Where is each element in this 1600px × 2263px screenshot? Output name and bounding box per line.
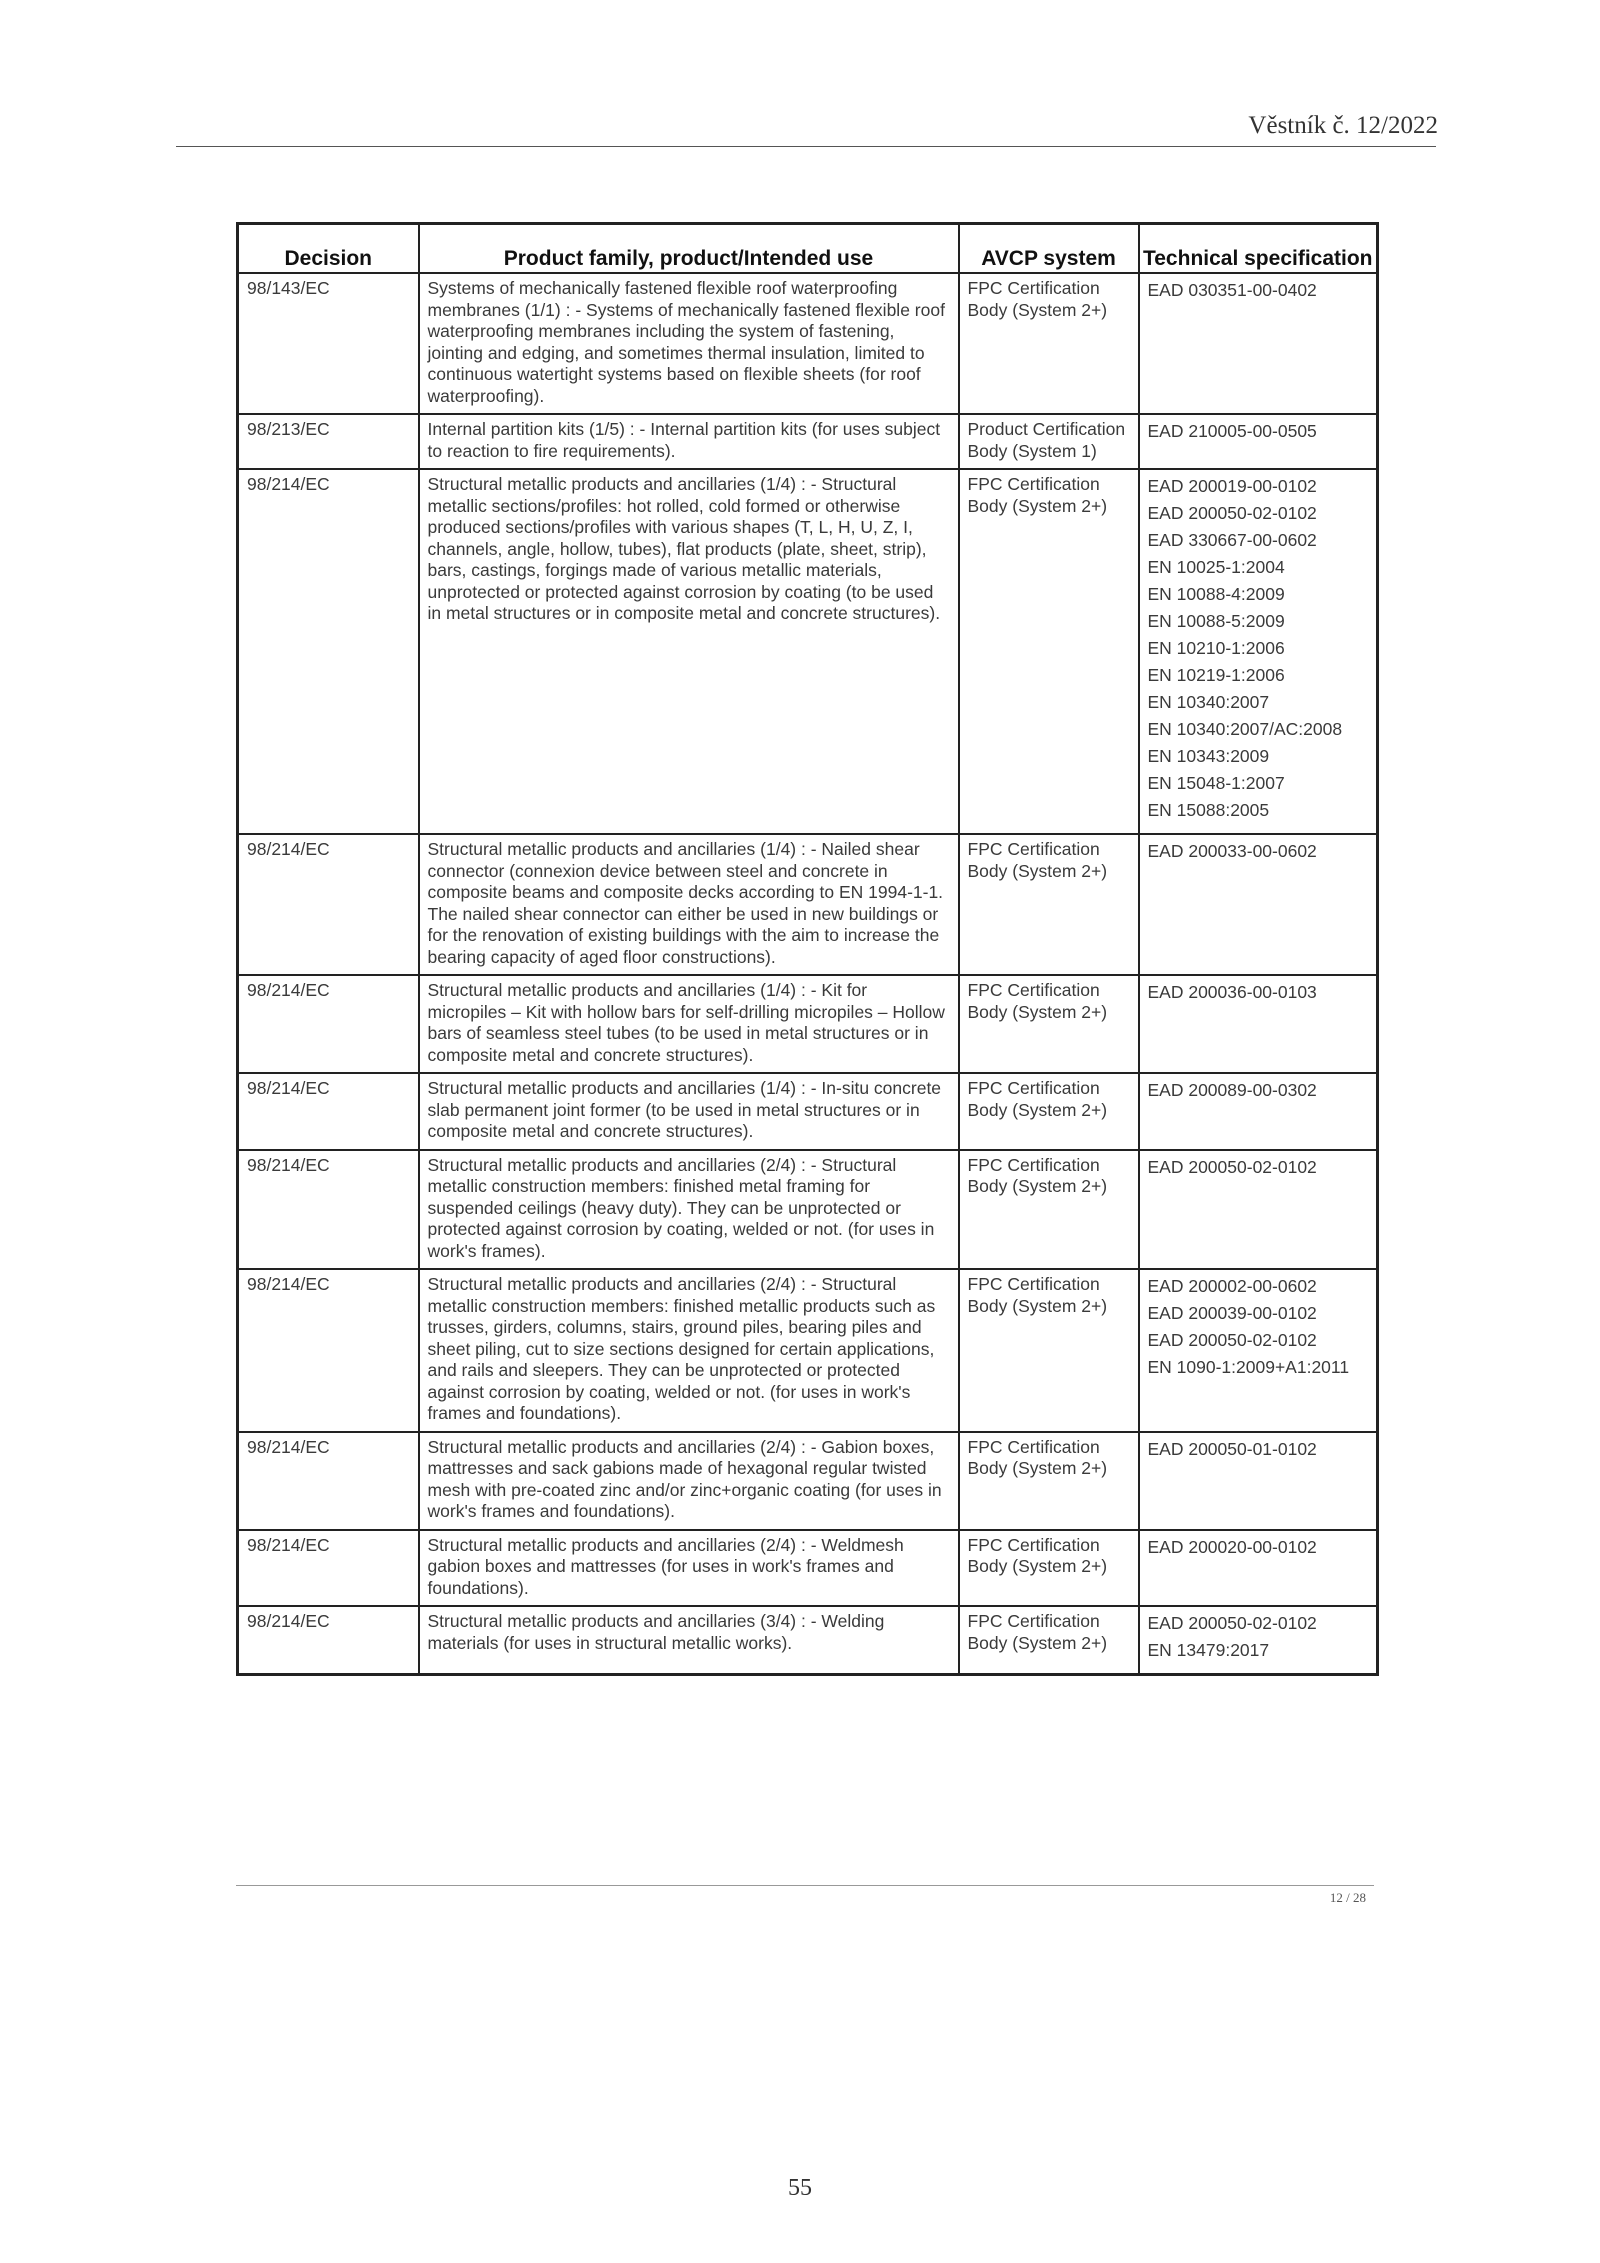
specification-item: EAD 200050-02-0102 — [1147, 1613, 1317, 1634]
page-fraction: 12 / 28 — [1329, 1890, 1366, 1905]
technical-specification-cell — [1139, 1530, 1378, 1607]
avcp-cell: FPC Certification Body (System 2+) — [959, 1150, 1139, 1270]
specification-item: EN 13479:2017 — [1147, 1640, 1270, 1661]
page-number: 55 — [788, 2175, 812, 2201]
technical-specification-cell — [1139, 1269, 1378, 1432]
specification-item: EAD 200050-01-0102 — [1147, 1438, 1317, 1459]
column-header-decision: Decision — [238, 224, 419, 274]
decision-cell: 98/213/EC — [238, 414, 419, 469]
avcp-cell: FPC Certification Body (System 2+) — [959, 469, 1139, 834]
product-cell: Structural metallic products and ancillaries (3/4) : - Welding materials (for uses in structural metallic works). — [419, 1606, 959, 1675]
table-row — [238, 975, 1378, 1073]
specification-item: EAD 030351-00-0402 — [1147, 280, 1317, 301]
decision-cell: 98/214/EC — [238, 1073, 419, 1150]
column-header-avcp: AVCP system — [959, 224, 1139, 274]
specification-item: EAD 200050-02-0102 — [1147, 1156, 1317, 1177]
avcp-cell: FPC Certification Body (System 2+) — [959, 975, 1139, 1073]
technical-specification-cell — [1139, 1150, 1378, 1270]
table-row — [238, 273, 1378, 414]
product-cell: Structural metallic products and ancillaries (2/4) : - Gabion boxes, mattresses and sack gabions made of hexagonal regular twisted mesh with pre-coated zinc and/or zinc+organic coating (for uses in work's frames and foundations). — [419, 1432, 959, 1530]
table-row — [238, 469, 1378, 834]
specification-item: EAD 200033-00-0602 — [1147, 841, 1317, 862]
technical-specification-cell — [1139, 273, 1378, 414]
product-cell: Structural metallic products and ancillaries (1/4) : - In-situ concrete slab permanent joint former (to be used in metal structures or in composite metal and concrete structures). — [419, 1073, 959, 1150]
specification-item: EAD 200002-00-0602 — [1147, 1276, 1317, 1297]
table-row — [238, 1150, 1378, 1270]
specification-item: EN 10088-5:2009 — [1147, 611, 1285, 632]
specification-item: EAD 200039-00-0102 — [1147, 1303, 1317, 1324]
decision-cell: 98/214/EC — [238, 834, 419, 975]
column-header-technical-specification: Technical specification — [1139, 224, 1378, 274]
product-cell: Structural metallic products and ancillaries (2/4) : - Structural metallic construction members: finished metallic products such as trusses, girders, columns, stairs, ground piles, bearing piles and sheet piling, cut to size sections designed for certain applications, and rails and sleepers. They can be unprotected or protected against corrosion by coating, welded or not. (for uses in work's frames and foundations). — [419, 1269, 959, 1432]
product-cell: Structural metallic products and ancillaries (2/4) : - Structural metallic construction members: finished metal framing for suspended ceilings (heavy duty). They can be unprotected or protected against corrosion by coating, welded or not. (for uses in work's frames). — [419, 1150, 959, 1270]
specification-item: EAD 200089-00-0302 — [1147, 1080, 1317, 1101]
decision-cell: 98/214/EC — [238, 1606, 419, 1675]
specification-item: EAD 200050-02-0102 — [1147, 503, 1317, 524]
product-cell: Structural metallic products and ancillaries (1/4) : - Kit for micropiles – Kit with hollow bars for self-drilling micropiles – Hollow bars of seamless steel tubes (to be used in metal structures or in composite metal and concrete structures). — [419, 975, 959, 1073]
specification-item: EAD 200020-00-0102 — [1147, 1536, 1317, 1557]
table-row — [238, 834, 1378, 975]
avcp-cell: FPC Certification Body (System 2+) — [959, 1073, 1139, 1150]
table-body — [238, 273, 1378, 1675]
table-header-row — [238, 224, 1378, 274]
specification-item: EAD 210005-00-0505 — [1147, 421, 1317, 442]
specification-table-container — [236, 222, 1376, 1676]
specification-item: EN 10340:2007/AC:2008 — [1147, 719, 1343, 740]
specification-item: EN 15048-1:2007 — [1147, 773, 1285, 794]
product-cell: Structural metallic products and ancillaries (2/4) : - Weldmesh gabion boxes and mattresses (for uses in work's frames and foundations). — [419, 1530, 959, 1607]
specification-item: EAD 200036-00-0103 — [1147, 982, 1317, 1003]
specification-item: EAD 200019-00-0102 — [1147, 476, 1317, 497]
table-row — [238, 1606, 1378, 1675]
table-row — [238, 1432, 1378, 1530]
avcp-cell: Product Certification Body (System 1) — [959, 414, 1139, 469]
specification-item: EN 10025-1:2004 — [1147, 557, 1285, 578]
table-row — [238, 414, 1378, 469]
avcp-cell: FPC Certification Body (System 2+) — [959, 834, 1139, 975]
technical-specification-cell — [1139, 975, 1378, 1073]
specification-table — [236, 222, 1379, 1676]
specification-item: EN 10088-4:2009 — [1147, 584, 1285, 605]
technical-specification-cell — [1139, 834, 1378, 975]
table-row — [238, 1269, 1378, 1432]
specification-item: EN 15088:2005 — [1147, 800, 1270, 821]
decision-cell: 98/214/EC — [238, 1150, 419, 1270]
technical-specification-cell — [1139, 1073, 1378, 1150]
decision-cell: 98/214/EC — [238, 1269, 419, 1432]
technical-specification-cell — [1139, 414, 1378, 469]
specification-item: EN 10210-1:2006 — [1147, 638, 1285, 659]
product-cell: Internal partition kits (1/5) : - Internal partition kits (for uses subject to reaction to fire requirements). — [419, 414, 959, 469]
table-row — [238, 1073, 1378, 1150]
decision-cell: 98/214/EC — [238, 1530, 419, 1607]
product-cell: Structural metallic products and ancillaries (1/4) : - Structural metallic sections/profiles: hot rolled, cold formed or otherwise produced sections/profiles with various shapes (T, L, H, U, Z, I, channels, angle, hollow, tubes), flat products (plate, sheet, strip), bars, castings, forgings made of various metallic materials, unprotected or protected against corrosion by coating (to be used in metal structures or in composite metal and concrete structures). — [419, 469, 959, 834]
specification-item: EAD 330667-00-0602 — [1147, 530, 1317, 551]
technical-specification-cell — [1139, 1432, 1378, 1530]
specification-item: EN 10219-1:2006 — [1147, 665, 1285, 686]
product-cell: Structural metallic products and ancillaries (1/4) : - Nailed shear connector (connexion device between steel and concrete in composite beams and composite decks according to EN 1994-1-1. The nailed shear connector can either be used in new buildings or for the renovation of existing buildings with the aim to increase the bearing capacity of aged floor constructions). — [419, 834, 959, 975]
journal-title: Věstník č. 12/2022 — [1248, 112, 1438, 139]
specification-item: EAD 200050-02-0102 — [1147, 1330, 1317, 1351]
specification-item: EN 1090-1:2009+A1:2011 — [1147, 1357, 1350, 1378]
product-cell: Systems of mechanically fastened flexible roof waterproofing membranes (1/1) : - Systems of mechanically fastened flexible roof waterproofing membranes including the system of fastening, jointing and edging, and sometimes thermal insulation, limited to continuous watertight systems based on flexible sheets (for roof waterproofing). — [419, 273, 959, 414]
avcp-cell: FPC Certification Body (System 2+) — [959, 1530, 1139, 1607]
decision-cell: 98/214/EC — [238, 469, 419, 834]
technical-specification-cell — [1139, 469, 1378, 834]
decision-cell: 98/214/EC — [238, 975, 419, 1073]
avcp-cell: FPC Certification Body (System 2+) — [959, 273, 1139, 414]
specification-item: EN 10343:2009 — [1147, 746, 1270, 767]
decision-cell: 98/214/EC — [238, 1432, 419, 1530]
technical-specification-cell — [1139, 1606, 1378, 1675]
table-row — [238, 1530, 1378, 1607]
avcp-cell: FPC Certification Body (System 2+) — [959, 1606, 1139, 1675]
footer-divider — [236, 1885, 1374, 1886]
column-header-product: Product family, product/Intended use — [419, 224, 959, 274]
avcp-cell: FPC Certification Body (System 2+) — [959, 1269, 1139, 1432]
specification-item: EN 10340:2007 — [1147, 692, 1270, 713]
avcp-cell: FPC Certification Body (System 2+) — [959, 1432, 1139, 1530]
header-divider — [176, 146, 1436, 147]
decision-cell: 98/143/EC — [238, 273, 419, 414]
